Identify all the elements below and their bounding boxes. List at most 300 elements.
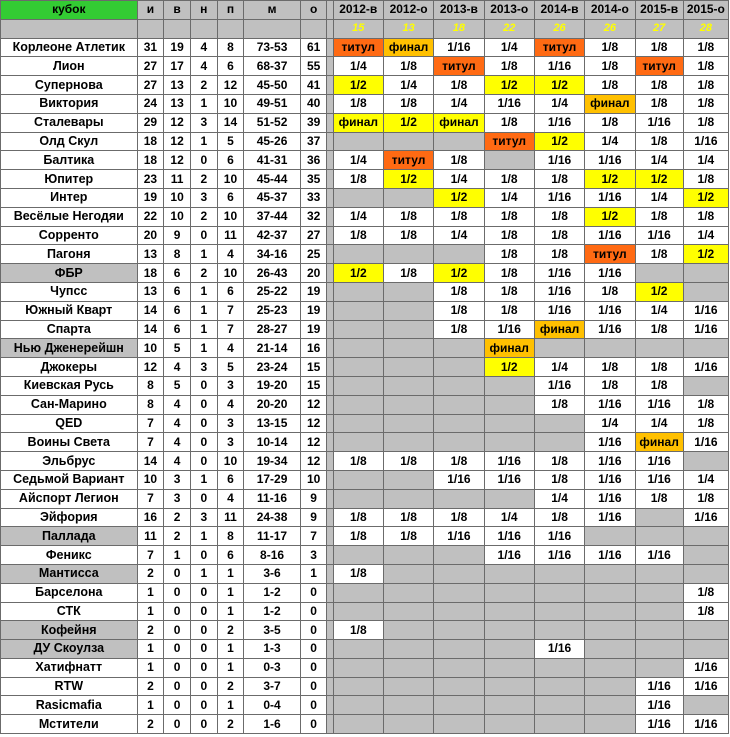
- season-result: [534, 433, 584, 452]
- stat-losses: 4: [217, 489, 244, 508]
- stat-goals: 21-14: [244, 339, 300, 358]
- season-result: [484, 715, 534, 734]
- season-result: [683, 527, 728, 546]
- stat-wins: 12: [164, 132, 191, 151]
- season-result: [683, 376, 728, 395]
- season-result: [333, 358, 383, 377]
- season-result: 1/16: [434, 38, 484, 57]
- season-result: 1/16: [434, 527, 484, 546]
- stat-points: 20: [300, 264, 327, 283]
- season-result: 1/4: [585, 132, 635, 151]
- blank-cell: [137, 19, 164, 38]
- season-result: 1/8: [534, 452, 584, 471]
- stat-losses: 6: [217, 546, 244, 565]
- stat-draws: 1: [190, 320, 217, 339]
- season-result: [683, 339, 728, 358]
- stat-draws: 0: [190, 489, 217, 508]
- col-header-draws: н: [190, 1, 217, 20]
- season-result: 1/16: [585, 301, 635, 320]
- season-result: 1/8: [585, 113, 635, 132]
- season-result: [585, 602, 635, 621]
- season-result: [383, 564, 433, 583]
- stat-wins: 4: [164, 414, 191, 433]
- season-result: [585, 715, 635, 734]
- stat-points: 33: [300, 188, 327, 207]
- season-result: [534, 677, 584, 696]
- stat-draws: 0: [190, 376, 217, 395]
- stat-wins: 12: [164, 113, 191, 132]
- stat-goals: 3-6: [244, 564, 300, 583]
- stat-wins: 0: [164, 658, 191, 677]
- table-row: [1, 376, 729, 395]
- stat-points: 36: [300, 151, 327, 170]
- season-result: 1/8: [683, 395, 728, 414]
- season-result: [383, 470, 433, 489]
- season-result: 1/8: [383, 508, 433, 527]
- stat-points: 3: [300, 546, 327, 565]
- season-result: 1/16: [585, 395, 635, 414]
- stat-points: 0: [300, 658, 327, 677]
- table-row: [1, 282, 729, 301]
- stat-draws: 1: [190, 301, 217, 320]
- team-name: Rasicmafia: [1, 696, 138, 715]
- season-result: 1/8: [484, 301, 534, 320]
- team-name: Воины Света: [1, 433, 138, 452]
- season-result: [383, 621, 433, 640]
- stat-goals: 45-50: [244, 76, 300, 95]
- season-result: 1/16: [434, 470, 484, 489]
- season-result: 1/8: [635, 94, 683, 113]
- season-result: 1/8: [434, 282, 484, 301]
- season-result: 1/8: [683, 57, 728, 76]
- season-result: 1/2: [635, 170, 683, 189]
- season-result: 1/16: [683, 715, 728, 734]
- stat-points: 0: [300, 715, 327, 734]
- stat-wins: 12: [164, 151, 191, 170]
- season-result: 1/2: [534, 132, 584, 151]
- stat-points: 27: [300, 226, 327, 245]
- team-name: Айспорт Легион: [1, 489, 138, 508]
- team-name: Мстители: [1, 715, 138, 734]
- stat-points: 15: [300, 358, 327, 377]
- stat-points: 0: [300, 602, 327, 621]
- stat-draws: 1: [190, 282, 217, 301]
- stat-draws: 0: [190, 640, 217, 659]
- stat-games: 8: [137, 376, 164, 395]
- blank-cell: [217, 19, 244, 38]
- table-row: [1, 57, 729, 76]
- stat-wins: 0: [164, 715, 191, 734]
- season-result: 1/16: [534, 282, 584, 301]
- season-result: 1/8: [585, 57, 635, 76]
- col-header-games: и: [137, 1, 164, 20]
- stat-draws: 4: [190, 38, 217, 57]
- stat-goals: 45-44: [244, 170, 300, 189]
- stat-draws: 0: [190, 583, 217, 602]
- team-name: Эйфория: [1, 508, 138, 527]
- season-result: 1/8: [534, 226, 584, 245]
- season-result: 1/8: [585, 358, 635, 377]
- season-result: 1/16: [534, 188, 584, 207]
- season-result: [534, 583, 584, 602]
- blank-cell: [300, 19, 327, 38]
- stat-points: 61: [300, 38, 327, 57]
- stat-games: 24: [137, 94, 164, 113]
- stat-wins: 4: [164, 433, 191, 452]
- season-result: [333, 583, 383, 602]
- stat-draws: 1: [190, 564, 217, 583]
- stat-draws: 0: [190, 602, 217, 621]
- team-name: Барселона: [1, 583, 138, 602]
- stat-wins: 4: [164, 395, 191, 414]
- team-name: RTW: [1, 677, 138, 696]
- season-result: 1/16: [534, 57, 584, 76]
- season-result: [635, 564, 683, 583]
- stat-goals: 26-43: [244, 264, 300, 283]
- season-result: [383, 376, 433, 395]
- season-result: 1/4: [683, 226, 728, 245]
- stat-wins: 5: [164, 339, 191, 358]
- season-result: 1/4: [534, 358, 584, 377]
- season-result: 1/2: [534, 76, 584, 95]
- stat-games: 2: [137, 564, 164, 583]
- season-result: 1/8: [383, 94, 433, 113]
- season-result: [333, 245, 383, 264]
- stat-games: 7: [137, 489, 164, 508]
- team-name: Киевская Русь: [1, 376, 138, 395]
- stat-goals: 3-5: [244, 621, 300, 640]
- stat-games: 7: [137, 433, 164, 452]
- season-result: [635, 658, 683, 677]
- season-result: [585, 339, 635, 358]
- season-result: 1/16: [585, 489, 635, 508]
- stat-goals: 1-2: [244, 583, 300, 602]
- stat-games: 20: [137, 226, 164, 245]
- stat-goals: 0-4: [244, 696, 300, 715]
- season-count: 26: [534, 19, 584, 38]
- season-result: 1/8: [635, 207, 683, 226]
- col-header-goals: м: [244, 1, 300, 20]
- stat-wins: 1: [164, 546, 191, 565]
- stat-wins: 0: [164, 564, 191, 583]
- team-name: Пагоня: [1, 245, 138, 264]
- table-row: [1, 395, 729, 414]
- team-name: Сан-Марино: [1, 395, 138, 414]
- season-result: финал: [585, 94, 635, 113]
- season-result: 1/8: [484, 282, 534, 301]
- season-result: [434, 715, 484, 734]
- season-result: [333, 602, 383, 621]
- stat-games: 2: [137, 621, 164, 640]
- season-result: 1/16: [534, 546, 584, 565]
- season-result: 1/16: [585, 452, 635, 471]
- season-result: 1/4: [434, 170, 484, 189]
- stat-losses: 10: [217, 264, 244, 283]
- stat-draws: 1: [190, 132, 217, 151]
- team-name: Седьмой Вариант: [1, 470, 138, 489]
- season-result: [484, 602, 534, 621]
- stat-draws: 1: [190, 470, 217, 489]
- season-result: 1/16: [683, 433, 728, 452]
- team-name: Балтика: [1, 151, 138, 170]
- team-name: Южный Кварт: [1, 301, 138, 320]
- season-result: [434, 696, 484, 715]
- stat-losses: 4: [217, 395, 244, 414]
- season-result: 1/8: [484, 57, 534, 76]
- team-name: Супернова: [1, 76, 138, 95]
- season-result: [383, 640, 433, 659]
- stat-points: 40: [300, 94, 327, 113]
- season-result: 1/8: [683, 207, 728, 226]
- season-result: [434, 433, 484, 452]
- stat-draws: 1: [190, 94, 217, 113]
- season-result: 1/16: [534, 151, 584, 170]
- season-result: 1/8: [434, 301, 484, 320]
- stat-draws: 0: [190, 433, 217, 452]
- stat-games: 7: [137, 414, 164, 433]
- season-result: 1/16: [683, 132, 728, 151]
- season-result: 1/2: [434, 188, 484, 207]
- season-result: 1/8: [534, 170, 584, 189]
- stat-goals: 25-23: [244, 301, 300, 320]
- team-name: Сорренто: [1, 226, 138, 245]
- season-result: 1/8: [333, 452, 383, 471]
- stat-draws: 2: [190, 170, 217, 189]
- stat-losses: 6: [217, 151, 244, 170]
- stat-losses: 1: [217, 564, 244, 583]
- stat-draws: 0: [190, 546, 217, 565]
- table-row: [1, 226, 729, 245]
- season-result: [484, 640, 534, 659]
- stat-games: 14: [137, 452, 164, 471]
- season-result: финал: [434, 113, 484, 132]
- season-result: [534, 602, 584, 621]
- table-row: [1, 715, 729, 734]
- season-result: [333, 339, 383, 358]
- col-header-losses: п: [217, 1, 244, 20]
- season-result: 1/4: [333, 207, 383, 226]
- stat-draws: 2: [190, 207, 217, 226]
- stat-wins: 0: [164, 640, 191, 659]
- stat-goals: 19-34: [244, 452, 300, 471]
- team-name: Виктория: [1, 94, 138, 113]
- stat-draws: 0: [190, 151, 217, 170]
- stat-goals: 20-20: [244, 395, 300, 414]
- season-result: 1/8: [383, 207, 433, 226]
- season-result: финал: [333, 113, 383, 132]
- season-result: 1/8: [534, 508, 584, 527]
- season-result: [683, 564, 728, 583]
- stat-games: 13: [137, 282, 164, 301]
- season-header: 2014-в: [534, 1, 584, 20]
- stat-points: 37: [300, 132, 327, 151]
- season-result: [333, 715, 383, 734]
- season-result: [434, 489, 484, 508]
- header-row: [1, 1, 729, 20]
- stat-wins: 5: [164, 376, 191, 395]
- stat-losses: 10: [217, 452, 244, 471]
- season-result: 1/8: [434, 76, 484, 95]
- season-result: 1/8: [333, 508, 383, 527]
- stat-draws: 3: [190, 358, 217, 377]
- stat-games: 31: [137, 38, 164, 57]
- season-result: [484, 414, 534, 433]
- stat-points: 55: [300, 57, 327, 76]
- season-result: 1/16: [585, 188, 635, 207]
- blank-cell: [1, 19, 138, 38]
- stat-goals: 11-16: [244, 489, 300, 508]
- season-result: [383, 696, 433, 715]
- stat-draws: 1: [190, 527, 217, 546]
- season-result: [383, 245, 433, 264]
- stat-losses: 7: [217, 320, 244, 339]
- stat-games: 27: [137, 76, 164, 95]
- season-result: 1/16: [683, 677, 728, 696]
- stat-games: 14: [137, 320, 164, 339]
- stat-games: 29: [137, 113, 164, 132]
- stat-points: 35: [300, 170, 327, 189]
- stat-draws: 0: [190, 677, 217, 696]
- season-result: [683, 452, 728, 471]
- season-count: 26: [585, 19, 635, 38]
- season-result: 1/8: [683, 94, 728, 113]
- team-name: QED: [1, 414, 138, 433]
- season-result: 1/8: [635, 76, 683, 95]
- season-result: [383, 489, 433, 508]
- stat-wins: 6: [164, 301, 191, 320]
- season-result: финал: [635, 433, 683, 452]
- season-result: [484, 696, 534, 715]
- season-result: [383, 339, 433, 358]
- stat-goals: 41-31: [244, 151, 300, 170]
- season-result: [434, 339, 484, 358]
- season-count: 28: [683, 19, 728, 38]
- season-result: 1/8: [484, 113, 534, 132]
- season-result: 1/4: [585, 414, 635, 433]
- stat-wins: 6: [164, 264, 191, 283]
- stat-goals: 34-16: [244, 245, 300, 264]
- stat-draws: 1: [190, 339, 217, 358]
- season-result: [635, 602, 683, 621]
- stat-goals: 19-20: [244, 376, 300, 395]
- stat-goals: 1-3: [244, 640, 300, 659]
- stat-points: 12: [300, 433, 327, 452]
- season-result: [683, 621, 728, 640]
- season-result: [484, 677, 534, 696]
- season-result: [484, 621, 534, 640]
- season-result: [434, 564, 484, 583]
- season-result: 1/8: [383, 57, 433, 76]
- stat-wins: 3: [164, 470, 191, 489]
- team-name: ДУ Скоулза: [1, 640, 138, 659]
- season-result: [434, 602, 484, 621]
- stat-wins: 6: [164, 320, 191, 339]
- season-result: 1/16: [484, 470, 534, 489]
- season-result: 1/4: [635, 301, 683, 320]
- stat-draws: 3: [190, 188, 217, 207]
- stat-goals: 37-44: [244, 207, 300, 226]
- season-result: [635, 621, 683, 640]
- stat-draws: 0: [190, 395, 217, 414]
- team-name: Феникс: [1, 546, 138, 565]
- team-name: Кофейня: [1, 621, 138, 640]
- stat-goals: 42-37: [244, 226, 300, 245]
- stat-goals: 68-37: [244, 57, 300, 76]
- stat-wins: 13: [164, 94, 191, 113]
- stat-wins: 11: [164, 170, 191, 189]
- season-result: [333, 282, 383, 301]
- team-name: Лион: [1, 57, 138, 76]
- season-result: [383, 677, 433, 696]
- season-result: 1/8: [484, 170, 534, 189]
- stat-games: 1: [137, 696, 164, 715]
- season-result: [635, 339, 683, 358]
- season-result: 1/4: [534, 94, 584, 113]
- season-result: 1/8: [585, 38, 635, 57]
- season-result: 1/8: [333, 527, 383, 546]
- team-name: Сталевары: [1, 113, 138, 132]
- team-name: Эльбрус: [1, 452, 138, 471]
- season-result: 1/2: [683, 188, 728, 207]
- team-name: Хатифнатт: [1, 658, 138, 677]
- stat-wins: 9: [164, 226, 191, 245]
- stat-games: 19: [137, 188, 164, 207]
- season-result: [333, 376, 383, 395]
- team-name: Олд Скул: [1, 132, 138, 151]
- season-result: [434, 621, 484, 640]
- season-result: [434, 132, 484, 151]
- team-name: Спарта: [1, 320, 138, 339]
- table-row: [1, 207, 729, 226]
- season-result: [434, 245, 484, 264]
- table-row: [1, 621, 729, 640]
- stat-goals: 23-24: [244, 358, 300, 377]
- season-result: 1/8: [635, 489, 683, 508]
- stat-games: 18: [137, 264, 164, 283]
- season-result: 1/8: [434, 151, 484, 170]
- stat-losses: 4: [217, 339, 244, 358]
- stat-games: 12: [137, 358, 164, 377]
- team-name: Чупсс: [1, 282, 138, 301]
- season-result: 1/8: [383, 527, 433, 546]
- season-result: 1/8: [383, 452, 433, 471]
- stat-games: 8: [137, 395, 164, 414]
- stat-points: 0: [300, 583, 327, 602]
- season-result: [333, 188, 383, 207]
- season-result: 1/16: [585, 264, 635, 283]
- stat-losses: 5: [217, 132, 244, 151]
- stat-points: 12: [300, 452, 327, 471]
- season-result: 1/16: [635, 470, 683, 489]
- season-result: титул: [333, 38, 383, 57]
- stat-points: 10: [300, 470, 327, 489]
- season-result: [383, 583, 433, 602]
- stat-goals: 28-27: [244, 320, 300, 339]
- stat-wins: 4: [164, 358, 191, 377]
- stat-draws: 0: [190, 452, 217, 471]
- season-result: 1/2: [434, 264, 484, 283]
- season-result: 1/16: [585, 320, 635, 339]
- season-result: 1/2: [333, 76, 383, 95]
- stat-points: 1: [300, 564, 327, 583]
- season-result: [333, 414, 383, 433]
- stat-points: 19: [300, 320, 327, 339]
- stat-losses: 10: [217, 207, 244, 226]
- season-count: 15: [333, 19, 383, 38]
- season-result: 1/8: [383, 226, 433, 245]
- season-result: 1/16: [635, 452, 683, 471]
- stat-goals: 45-37: [244, 188, 300, 207]
